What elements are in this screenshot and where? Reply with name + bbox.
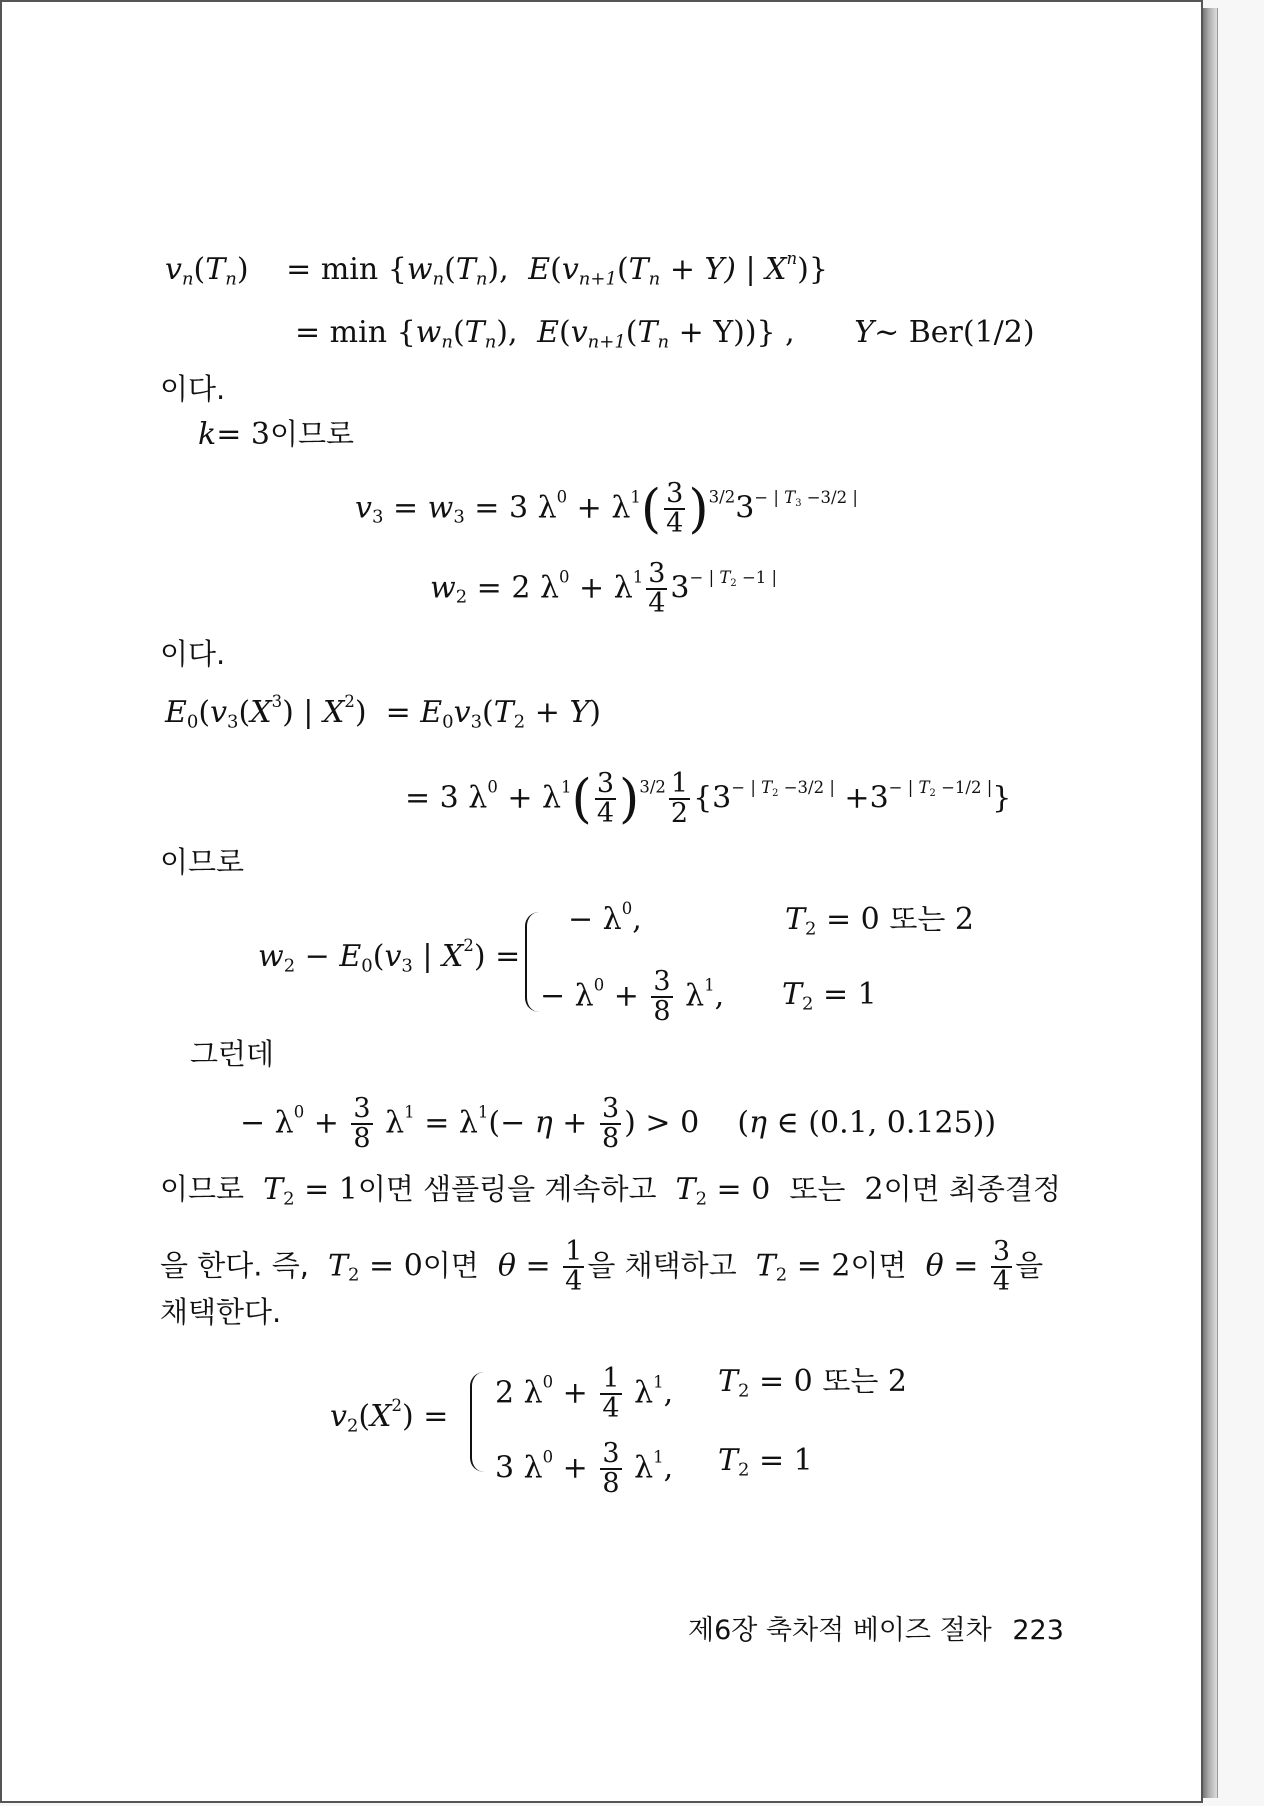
eq-text: n xyxy=(432,268,445,290)
eq-text: n xyxy=(475,268,488,290)
page-footer xyxy=(688,1608,1064,1647)
eq-text: E xyxy=(528,252,551,287)
eq-text: n xyxy=(484,331,497,353)
case-1b-cond: $T_2 = 1$ xyxy=(782,977,877,1015)
text-imeuro-1: 이므로 xyxy=(160,845,245,879)
eq-text: ( xyxy=(558,315,571,350)
eq-text: ~ Ber(1/2) xyxy=(874,315,1035,350)
eq-text: 이면 xyxy=(422,1248,479,1283)
equation-vn-line2 xyxy=(295,315,1035,353)
eq-text: Y xyxy=(854,315,875,350)
eq-text: T xyxy=(205,252,226,287)
equation-w2-minus-e0: $w_2 - E_0(v_3$ | $X^2$) = xyxy=(258,936,521,977)
eq-text: n xyxy=(181,268,194,290)
case-1b: − $\lambda^0$ + $\frac{3}{8}$ $\lambda^1$, xyxy=(540,966,725,1028)
eq-text: + Y))} , xyxy=(678,315,795,350)
eq-text: n+1 xyxy=(578,268,617,290)
eq-text: ), xyxy=(496,315,518,350)
cases-brace-2 xyxy=(470,1372,488,1472)
eq-text: 또는 xyxy=(789,1172,846,1206)
eq-text: + Y) | X xyxy=(669,252,787,287)
eq-text: T xyxy=(464,315,485,350)
eq-text: 이면 xyxy=(850,1248,907,1283)
text-chaetaek: 채택한다. xyxy=(160,1295,282,1329)
eq-text: ( xyxy=(193,252,206,287)
eq-text: T xyxy=(628,252,649,287)
eq-text: ( xyxy=(625,315,638,350)
text-ida-1: 이다. xyxy=(160,372,226,406)
eq-text: n+1 xyxy=(587,331,626,353)
case-2a-cond: $T_2 = 0$ 또는 2 xyxy=(718,1364,907,1402)
page-edge xyxy=(1203,8,1218,1798)
text-conclusion-line1: 이므로 $T_2 = 1$이면 샘플링을 계속하고 $T_2 = 0$ 또는 2이면 최종결정 xyxy=(160,1172,1061,1210)
eq-text: ) xyxy=(236,252,249,287)
text-k-equals-3 xyxy=(198,417,354,452)
eq-text: n xyxy=(657,331,670,353)
equation-v3: $v_3 = w_3 = 3$ $\lambda^0 + \lambda^1$( $\frac{3}{4}$ )$^{3/2}3^{- | T_3 -3/2 |}$ xyxy=(355,478,858,540)
eq-text: v xyxy=(561,252,579,287)
eq-text: 을 채택하고 xyxy=(587,1248,737,1283)
eq-text: T xyxy=(637,315,658,350)
eq-text: 이므로 xyxy=(160,1172,245,1206)
case-2b: 3 $\lambda^0$ + $\frac{3}{8}$ $\lambda^1$, xyxy=(495,1438,674,1500)
equation-w2: $w_2 = 2$ $\lambda^0 + \lambda^1$ $\frac{3}{4}$ $3^{- | T_2 -1 |}$ xyxy=(430,558,778,620)
eq-text: 이므로 xyxy=(269,417,354,451)
eq-text: ( xyxy=(444,252,456,287)
eq-text: n xyxy=(786,249,798,269)
eq-text: n xyxy=(225,268,237,290)
equation-v2: $v_2(X^2)$ = xyxy=(330,1396,449,1437)
text-ida-2: 이다. xyxy=(160,637,226,671)
eq-text: )} xyxy=(797,252,828,287)
equation-inequality: − $\lambda^0$ + $\frac{3}{8}$ $\lambda^1 = \lambda^1(- \eta$ + $\frac{3}{8}$ ) > 0 (η ∈ (0.1, 0.125)) xyxy=(240,1093,997,1155)
eq-text: = 3 xyxy=(216,417,270,452)
eq-text: k xyxy=(198,417,217,452)
text-conclusion-line2: 을 한다. 즉, $T_2 = 0$이면 θ = $\frac{1}{4}$ 을 채택하고 $T_2 = 2$이면 θ = $\frac{3}{4}$ 을 xyxy=(160,1236,1044,1298)
eq-text: v xyxy=(570,315,588,350)
eq-text: n xyxy=(648,268,661,290)
equation-e0-line1: $E_0(v_3(X^3)$ | $X^2) = E_0v_3(T_2 + Y)$ xyxy=(165,692,601,733)
eq-text: ( xyxy=(616,252,629,287)
eq-text: n xyxy=(441,331,453,353)
page-number: 223 xyxy=(1012,1615,1064,1646)
eq-text: = min { xyxy=(295,315,416,350)
case-1a: − $\lambda^0$, xyxy=(568,899,642,937)
eq-text: ), xyxy=(487,252,509,287)
case-2a: 2 $\lambda^0$ + $\frac{1}{4}$ $\lambda^1$, xyxy=(495,1363,674,1425)
eq-text: 이면 최종결정 xyxy=(883,1172,1061,1206)
eq-text: 을 한다. 즉, xyxy=(160,1248,309,1283)
equation-e0-line2: = 3 $\lambda^0 + \lambda^1$( $\frac{3}{4}$ )$^{3/2}$ $\frac{1}{2}$ $\{3^{- | T_2 -3/2 |} +3^{- | T_2 -1/2 |}\}$ xyxy=(405,768,1012,830)
chapter-title: 제6장 축차적 베이즈 절차 xyxy=(688,1615,992,1646)
eq-text: ( xyxy=(550,252,562,287)
eq-text: w xyxy=(415,315,442,350)
eq-text: = min { xyxy=(286,252,407,287)
equation-vn-line1 xyxy=(165,249,828,290)
eq-text: v xyxy=(165,252,182,287)
eq-text: ( xyxy=(452,315,465,350)
case-2b-cond: $T_2 = 1$ xyxy=(718,1443,813,1481)
eq-text: T xyxy=(455,252,476,287)
text-geureonde: 그런데 xyxy=(190,1037,275,1071)
case-1a-cond: $T_2 = 0$ 또는 2 xyxy=(785,902,974,940)
eq-text: 을 xyxy=(1015,1248,1044,1283)
eq-text: E xyxy=(537,315,559,350)
eq-text: w xyxy=(406,252,433,287)
eq-text: 이면 샘플링을 계속하고 xyxy=(357,1172,657,1206)
